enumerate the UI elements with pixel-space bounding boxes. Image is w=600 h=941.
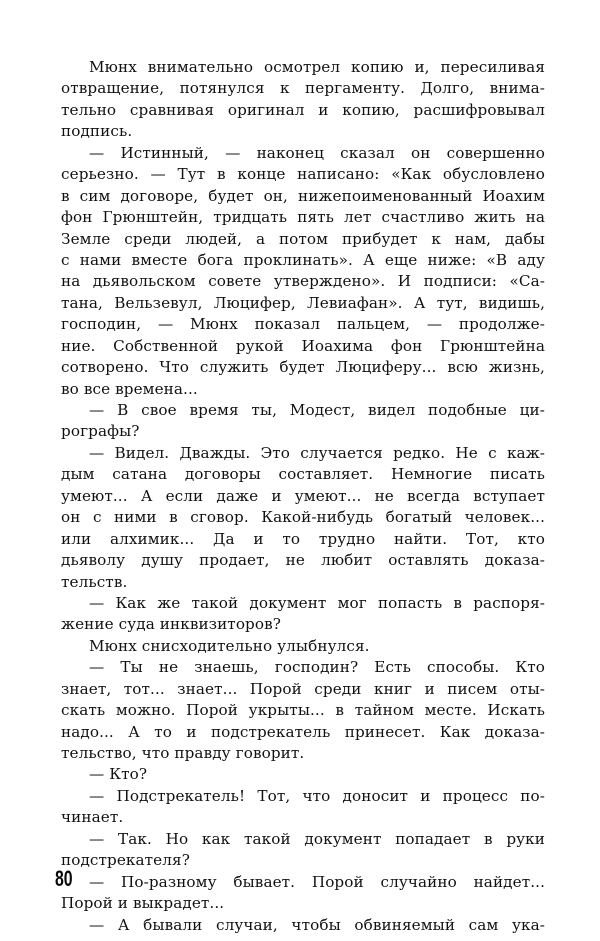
text-line: скать можно. Порой укрыты... в тайном месте. Искать — [61, 701, 545, 720]
text-line: на дьявольском совете утверждено». И подписи: «Са- — [61, 272, 545, 291]
text-line: Мюнх внимательно осмотрел копию и, пересиливая — [89, 58, 545, 76]
text-line: — Истинный, — наконец сказал он совершенно — [89, 143, 545, 162]
text-line: фон Грюнштейн, тридцать пять лет счастливо жить на — [61, 208, 545, 227]
text-line: — Кто? — [89, 765, 148, 784]
text-line: — По-разному бывает. Порой случайно найдет... — [89, 872, 545, 891]
text-line: тельно сравнивая оригинал и копию, расшифровывал — [61, 100, 545, 119]
text-line: умеют... А если даже и умеют... не всегда вступает — [61, 486, 545, 505]
text-line: подпись. — [61, 122, 133, 141]
page-number: 80 — [55, 866, 73, 891]
text-line: — А бывали случаи, чтобы обвиняемый сам ука- — [89, 915, 545, 934]
text-line: Мюнх снисходительно улыбнулся. — [89, 636, 370, 655]
text-line: дым сатана договоры составляет. Немногие писать — [61, 465, 545, 484]
text-line: — Как же такой документ мог попасть в распоря- — [89, 593, 545, 612]
text-line: Земле среди людей, а потом прибудет к нам, дабы — [61, 229, 545, 248]
text-line: серьезно. — Тут в конце написано: «Как обусловлено — [61, 165, 545, 184]
text-line: ние. Собственной рукой Иоахима фон Грюнштейна — [61, 336, 545, 355]
text-line: господин, — Мюнх показал пальцем, — продолже- — [61, 315, 545, 334]
text-line: рографы? — [61, 422, 140, 441]
text-line: — Подстрекатель! Тот, что доносит и процесс по- — [89, 786, 545, 805]
text-line: дьяволу душу продает, не любит оставлять доказа- — [61, 551, 545, 570]
text-line: Порой и выкрадет... — [61, 894, 225, 913]
text-line: отвращение, потянулся к пергаменту. Долго, внима- — [61, 79, 545, 98]
text-line: во все времена... — [61, 379, 198, 398]
text-line: надо... А то и подстрекатель принесет. Как доказа- — [61, 722, 545, 741]
book-page-text — [61, 57, 545, 936]
text-line: — Так. Но как такой документ попадает в руки — [89, 829, 545, 848]
text-line: — Видел. Дважды. Это случается редко. Не с каж- — [89, 443, 545, 462]
text-line: тельств. — [61, 572, 128, 591]
text-line: — В свое время ты, Модест, видел подобные ци- — [89, 401, 545, 419]
text-line: или алхимик... Да и то трудно найти. Тот, кто — [61, 529, 545, 548]
text-line: с нами вместе бога проклинать». А еще ниже: «В аду — [61, 250, 545, 269]
text-line: в сим договоре, будет он, нижепоименованный Иоахим — [61, 186, 545, 205]
text-line: тельство, что правду говорит. — [61, 744, 305, 762]
text-line: жение суда инквизиторов? — [61, 615, 282, 634]
text-line: — Ты не знаешь, господин? Есть способы. Кто — [89, 658, 545, 677]
text-line: он с ними в сговор. Какой-нибудь богатый человек... — [61, 508, 545, 527]
text-line: чинает. — [61, 808, 124, 827]
text-line: сотворено. Что служить будет Люциферу... всю жизнь, — [61, 358, 545, 377]
text-line: тана, Вельзевул, Люцифер, Левиафан». А тут, видишь, — [61, 293, 545, 312]
text-line: знает, тот... знает... Порой среди книг и писем оты- — [61, 679, 545, 698]
text-line: подстрекателя? — [61, 851, 190, 870]
